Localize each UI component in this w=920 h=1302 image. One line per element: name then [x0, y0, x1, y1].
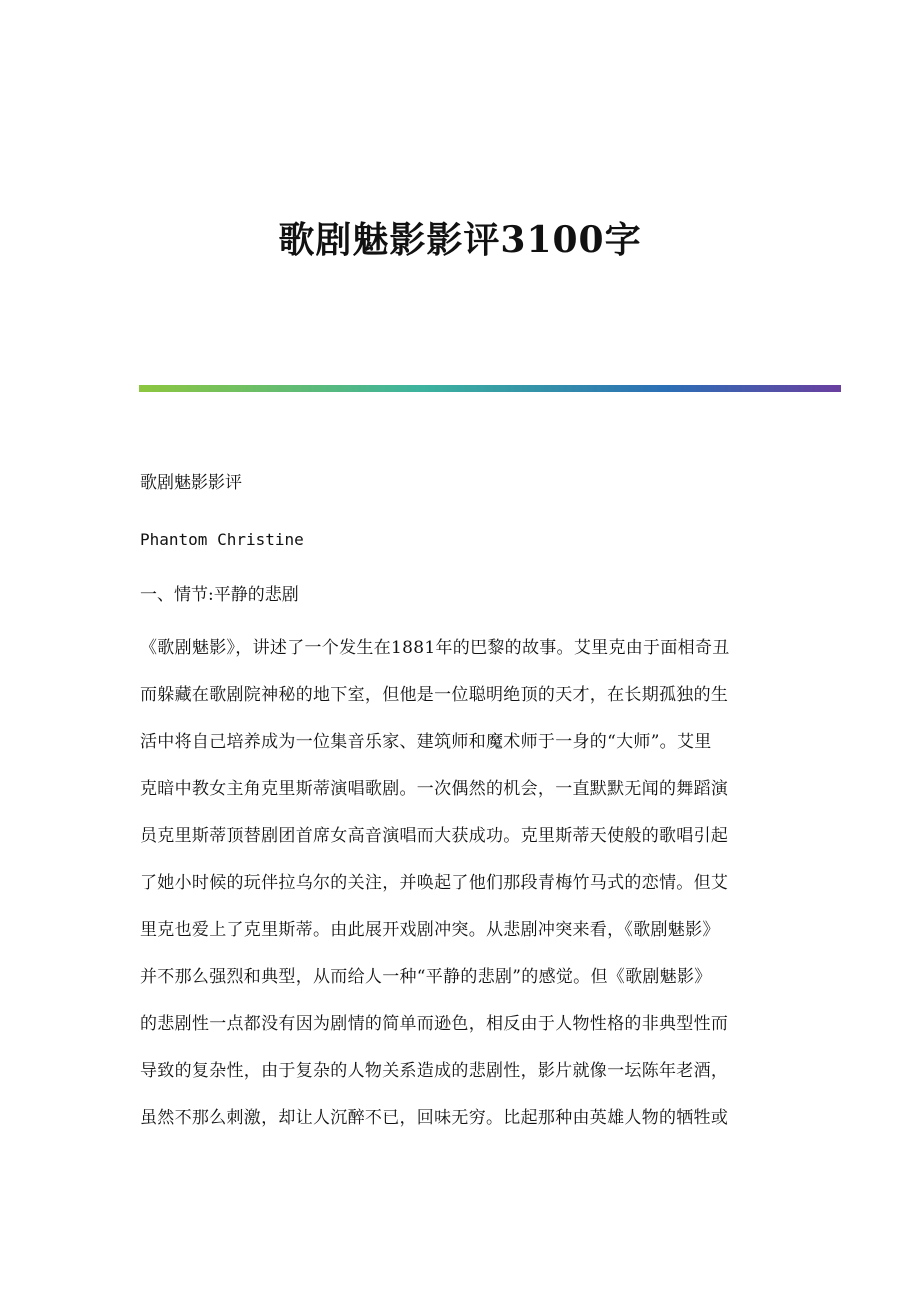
document-title: 歌剧魅影影评3100字: [278, 219, 642, 261]
section-heading: 一、情节:平静的悲剧: [140, 585, 299, 605]
paragraph: [140, 636, 780, 1153]
paragraph-line: 并不那么强烈和典型，从而给人一种“平静的悲剧”的感觉。但《歌剧魅影》: [140, 967, 712, 987]
paragraph-line: 《歌剧魅影》，讲述了一个发生在1881年的巴黎的故事。艾里克由于面相奇丑: [140, 638, 730, 658]
subtitle: 歌剧魅影影评: [140, 473, 242, 493]
paragraph-line: 活中将自己培养成为一位集音乐家、建筑师和魔术师于一身的“大师”。艾里: [140, 732, 712, 752]
paragraph-line: 导致的复杂性，由于复杂的人物关系造成的悲剧性，影片就像一坛陈年老酒，: [140, 1061, 729, 1081]
paragraph-line: 的悲剧性一点都没有因为剧情的简单而逊色，相反由于人物性格的非典型性而: [140, 1014, 729, 1034]
paragraph-line: 而躲藏在歌剧院神秘的地下室，但他是一位聪明绝顶的天才，在长期孤独的生: [140, 685, 729, 705]
paragraph-line: 克暗中教女主角克里斯蒂演唱歌剧。一次偶然的机会，一直默默无闻的舞蹈演: [140, 779, 729, 799]
paragraph-line: 了她小时候的玩伴拉乌尔的关注，并唤起了他们那段青梅竹马式的恋情。但艾: [140, 873, 729, 893]
character-names: Phantom Christine: [140, 530, 304, 549]
paragraph-line: 员克里斯蒂顶替剧团首席女高音演唱而大获成功。克里斯蒂天使般的歌唱引起: [140, 826, 729, 846]
paragraph-line: 虽然不那么刺激，却让人沉醉不已，回味无穷。比起那种由英雄人物的牺牲或: [140, 1108, 729, 1128]
paragraph-line: 里克也爱上了克里斯蒂。由此展开戏剧冲突。从悲剧冲突来看，《歌剧魅影》: [140, 920, 720, 940]
title-divider: [139, 385, 841, 392]
